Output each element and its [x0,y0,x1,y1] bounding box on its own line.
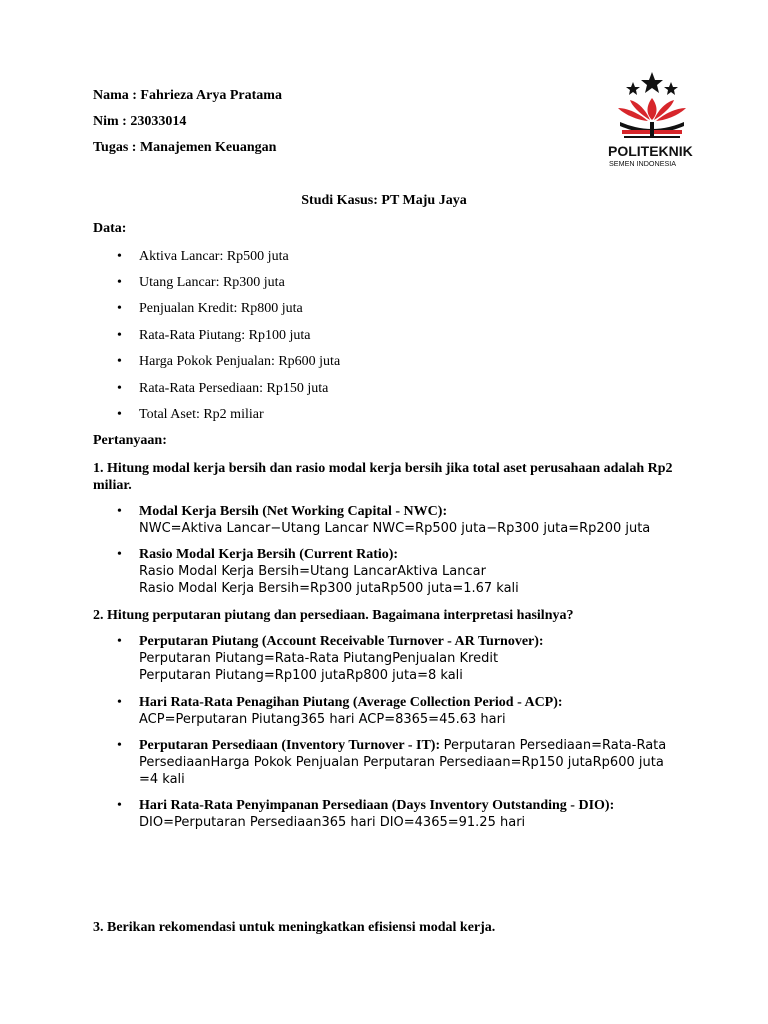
list-item: • Aktiva Lancar: Rp500 juta [139,248,684,265]
dio-item [139,797,684,831]
ar-turnover-result: Perputaran Piutang=Rp100 jutaRp800 juta=8 kali [139,668,463,683]
current-ratio-formula: Rasio Modal Kerja Bersih=Utang LancarAktiva Lancar [139,564,486,579]
nwc-formula: NWC=Aktiva Lancar−Utang Lancar NWC=Rp500 juta−Rp300 juta=Rp200 juta [139,521,651,536]
current-ratio-result: Rasio Modal Kerja Bersih=Rp300 jutaRp500 juta=1.67 kali [139,581,519,596]
list-item: • Penjualan Kredit: Rp800 juta [139,300,684,317]
acp-item [139,694,684,728]
question-3: 3. Berikan rekomendasi untuk meningkatkan efisiensi modal kerja. [93,920,496,935]
inventory-turnover-formula: Perputaran Persediaan=Rata-Rata PersediaanHarga Pokok Penjualan Perputaran Persediaan=Rp150 jutaRp600 juta =4 kali [139,738,667,787]
politeknik-logo [606,70,698,170]
inventory-turnover-title: Perputaran Persediaan (Inventory Turnover - IT): [139,738,441,753]
case-study-title: Studi Kasus: PT Maju Jaya [301,193,467,208]
list-item: • Utang Lancar: Rp300 juta [139,274,684,291]
question-2: 2. Hitung perputaran piutang dan persediaan. Bagaimana interpretasi hasilnya? [93,608,574,623]
list-item: • Harga Pokok Penjualan: Rp600 juta [139,353,684,370]
ar-turnover-item [139,633,684,684]
questions-heading: Pertanyaan: [93,433,167,448]
student-name: Nama : Fahrieza Arya Pratama [93,88,282,103]
nwc-title: • Modal Kerja Bersih (Net Working Capital - NWC): [139,504,448,519]
list-item: • Total Aset: Rp2 miliar [139,406,684,423]
dio-title: • Hari Rata-Rata Penyimpanan Persediaan (Days Inventory Outstanding - DIO): [139,798,615,813]
ar-turnover-formula: Perputaran Piutang=Rata-Rata PiutangPenjualan Kredit [139,651,499,666]
list-item: • Rata-Rata Piutang: Rp100 juta [139,327,684,344]
svg-text:POLITEKNIK: POLITEKNIK [608,143,693,159]
logo-emblem-icon [606,70,698,170]
dio-formula: DIO=Perputaran Persediaan365 hari DIO=4365=91.25 hari [139,815,526,830]
inventory-turnover-item [139,737,684,788]
student-nim: Nim : 23033014 [93,114,187,129]
ar-turnover-title: • Perputaran Piutang (Account Receivable Turnover - AR Turnover): [139,634,544,649]
data-heading: Data: [93,221,127,236]
acp-formula: ACP=Perputaran Piutang365 hari ACP=8365=45.63 hari [139,712,506,727]
current-ratio-title: • Rasio Modal Kerja Bersih (Current Ratio): [139,547,399,562]
question-1: 1. Hitung modal kerja bersih dan rasio modal kerja bersih jika total aset perusahaan adalah Rp2 miliar. [93,461,673,493]
list-item: • Rata-Rata Persediaan: Rp150 juta [139,380,684,397]
nwc-item [139,503,684,537]
acp-title: • Hari Rata-Rata Penagihan Piutang (Average Collection Period - ACP): [139,695,563,710]
current-ratio-item [139,546,684,597]
svg-text:SEMEN INDONESIA: SEMEN INDONESIA [609,159,677,168]
assignment-subject: Tugas : Manajemen Keuangan [93,140,277,155]
